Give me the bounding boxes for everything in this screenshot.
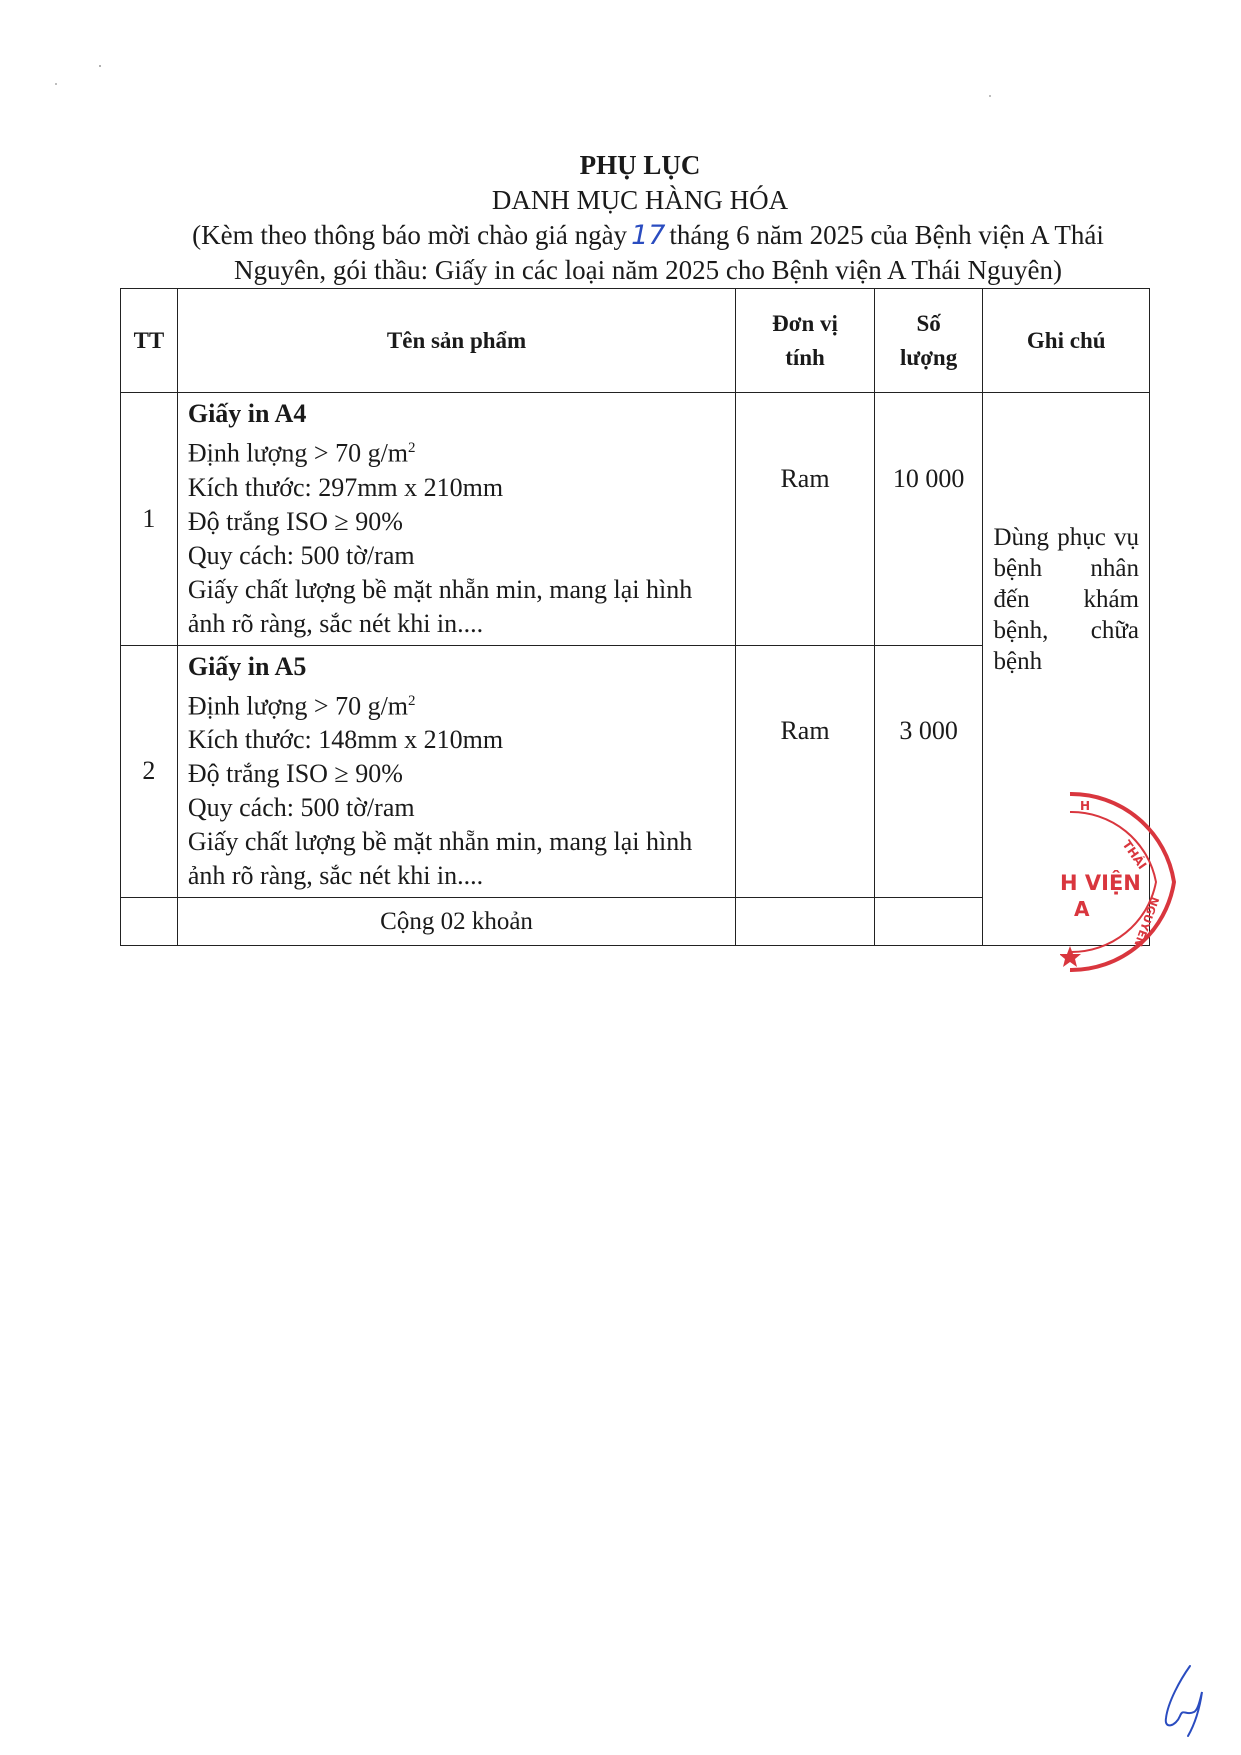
speck: [989, 95, 991, 97]
header-quantity-line2: lượng: [900, 344, 958, 370]
superscript: 2: [408, 692, 416, 709]
header-unit-line2: tính: [785, 344, 825, 370]
handwritten-date: 17: [631, 220, 666, 251]
stamp-text-top: H: [1080, 799, 1091, 813]
page-title: PHỤ LỤC: [579, 150, 701, 180]
unit-value: Ram: [780, 463, 830, 493]
attachment-text-line2: Nguyên, gói thầu: Giấy in các loại năm 2025 cho Bệnh viện A Thái Nguyên): [233, 255, 1063, 285]
spec-weight-text: Định lượng > 70 g/m: [187, 691, 409, 721]
spec-size: Kích thước: 297mm x 210mm: [187, 472, 504, 502]
spec-whiteness: Độ trắng ISO ≥ 90%: [187, 506, 403, 536]
product-name: Giấy in A5: [187, 651, 307, 681]
spec-quality: Giấy chất lượng bề mặt nhẵn min, mang lại hình ảnh rõ ràng, sắc nét khi in....: [187, 574, 693, 638]
header-note: Ghi chú: [983, 289, 1150, 393]
spec-size: Kích thước: 148mm x 210mm: [187, 725, 504, 755]
attachment-text-after-date: tháng 6 năm 2025 của Bệnh viện A Thái: [669, 220, 1104, 250]
superscript: 2: [408, 440, 416, 456]
note-text: Dùng phục vụ bệnh nhân đến khám bệnh, chữa bệnh: [993, 523, 1139, 675]
quantity-value: 10 000: [892, 463, 965, 493]
stamp-text-side: THÁI: [1119, 837, 1150, 872]
quantity-value: 3 000: [899, 716, 958, 746]
header-product-name: Tên sản phẩm: [177, 289, 735, 393]
row-number: 1: [121, 393, 178, 646]
attachment-text-before-date: (Kèm theo thông báo mời chào giá ngày: [192, 220, 628, 250]
speck: [99, 65, 101, 67]
page-subtitle: DANH MỤC HÀNG HÓA: [491, 185, 789, 215]
product-name: Giấy in A4: [187, 399, 307, 428]
stamp-text-center: H VIỆN: [1060, 871, 1141, 895]
total-label: Cộng 02 khoản: [177, 898, 735, 946]
header-unit-line1: Đơn vị: [772, 310, 838, 336]
stamp-text-letter: A: [1074, 897, 1090, 921]
header-quantity-line1: Số: [916, 310, 941, 336]
header-tt: TT: [121, 289, 178, 393]
unit-value: Ram: [780, 716, 830, 746]
row-number: 2: [121, 645, 178, 898]
spec-quality: Giấy chất lượng bề mặt nhẵn min, mang lại hình ảnh rõ ràng, sắc nét khi in....: [187, 827, 693, 891]
spec-packing: Quy cách: 500 tờ/ram: [187, 540, 415, 570]
stamp-text-bottom: NGUYÊN: [1131, 894, 1162, 949]
spec-whiteness: Độ trắng ISO ≥ 90%: [187, 759, 403, 789]
speck: [55, 83, 57, 85]
spec-packing: Quy cách: 500 tờ/ram: [187, 793, 415, 823]
spec-weight-text: Định lượng > 70 g/m: [187, 438, 409, 468]
